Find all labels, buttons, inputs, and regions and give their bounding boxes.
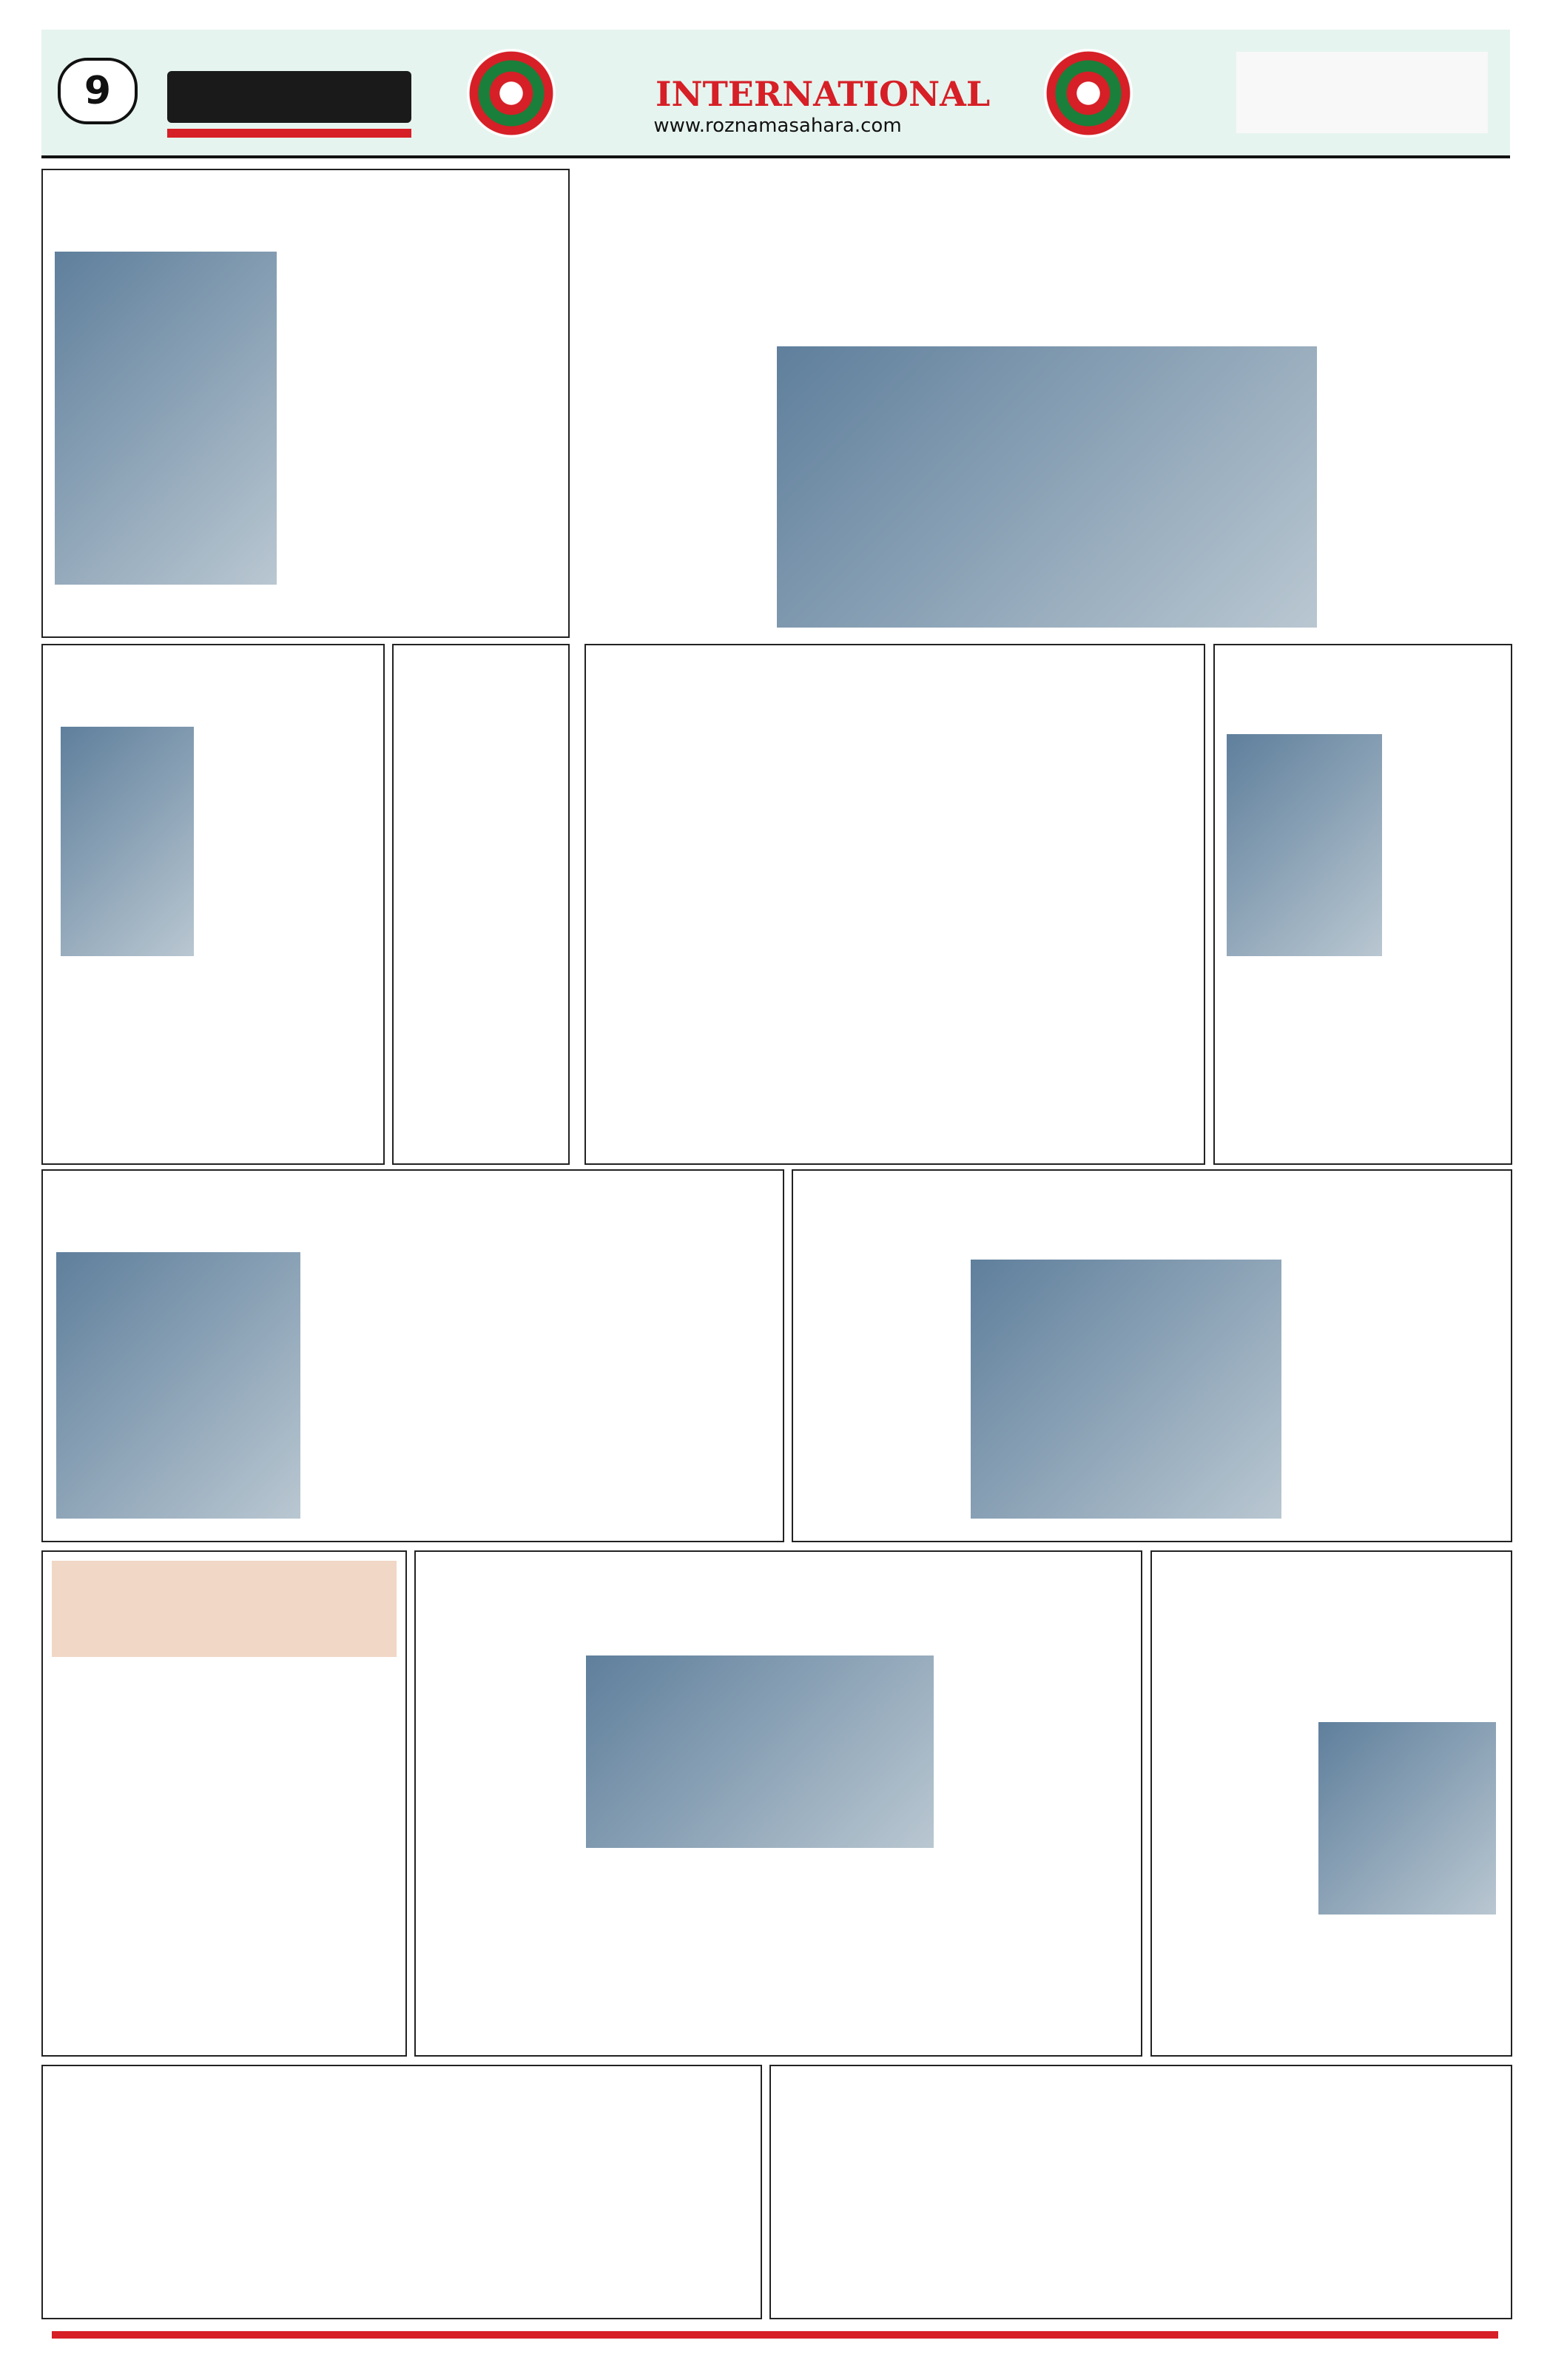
right-emblem-icon xyxy=(1044,49,1133,138)
article-band-right xyxy=(792,1169,1512,1542)
body-text xyxy=(808,1260,956,1519)
body-text xyxy=(604,756,1181,1141)
body-text xyxy=(405,734,553,1134)
page-number: 9 xyxy=(58,58,138,124)
body-text xyxy=(317,1252,768,1519)
article-middle xyxy=(584,644,1205,1165)
subheadline xyxy=(584,280,1509,332)
body-text xyxy=(292,259,550,622)
article-bottom-right xyxy=(769,2065,1512,2319)
body-text xyxy=(58,2148,746,2303)
body-text xyxy=(431,1663,571,2033)
logo-wordmark xyxy=(167,71,411,123)
headline xyxy=(1152,1562,1511,1629)
logo-underline xyxy=(167,129,411,138)
masthead xyxy=(41,30,1510,158)
photo xyxy=(777,346,1317,628)
photo xyxy=(56,1252,300,1519)
headline xyxy=(43,2075,761,2134)
headline xyxy=(584,178,1509,266)
photo xyxy=(61,727,194,956)
section-url: www.roznamasahara.com xyxy=(653,115,902,137)
body-text xyxy=(58,1670,391,2040)
headline xyxy=(43,1178,783,1245)
left-emblem-icon xyxy=(467,49,556,138)
logo xyxy=(167,41,411,145)
body-text xyxy=(599,354,762,628)
headline xyxy=(43,656,383,707)
headline xyxy=(394,656,568,707)
article-middle-left xyxy=(41,644,385,1165)
section-label: INTERNATIONAL xyxy=(656,74,991,114)
headline xyxy=(793,1178,1511,1245)
article-lower-left xyxy=(41,1550,407,2057)
headline xyxy=(771,2075,1511,2134)
article-bottom-left xyxy=(41,2065,762,2319)
headline xyxy=(416,1562,1141,1621)
photo xyxy=(586,1655,934,1848)
photo xyxy=(1318,1722,1496,1915)
headline-panel xyxy=(52,1561,397,1657)
body-text xyxy=(1392,742,1496,1126)
body-text xyxy=(206,734,368,1134)
photo xyxy=(971,1260,1281,1519)
article-lower-middle xyxy=(414,1550,1142,2057)
article-band-left xyxy=(41,1169,784,1542)
headline xyxy=(586,654,1204,728)
article-lower-right xyxy=(1150,1550,1512,2057)
photo xyxy=(55,252,277,585)
article-lead xyxy=(584,169,1509,635)
article-side-column xyxy=(392,644,570,1165)
section-title-plate xyxy=(1236,52,1488,133)
body-text xyxy=(1165,1737,1306,2033)
headline xyxy=(43,181,568,232)
footer-rule xyxy=(52,2331,1498,2339)
article-left-top xyxy=(41,169,570,638)
body-text xyxy=(786,2148,1496,2303)
article-middle-right xyxy=(1213,644,1512,1165)
headline xyxy=(1215,656,1511,707)
photo xyxy=(1227,734,1382,956)
